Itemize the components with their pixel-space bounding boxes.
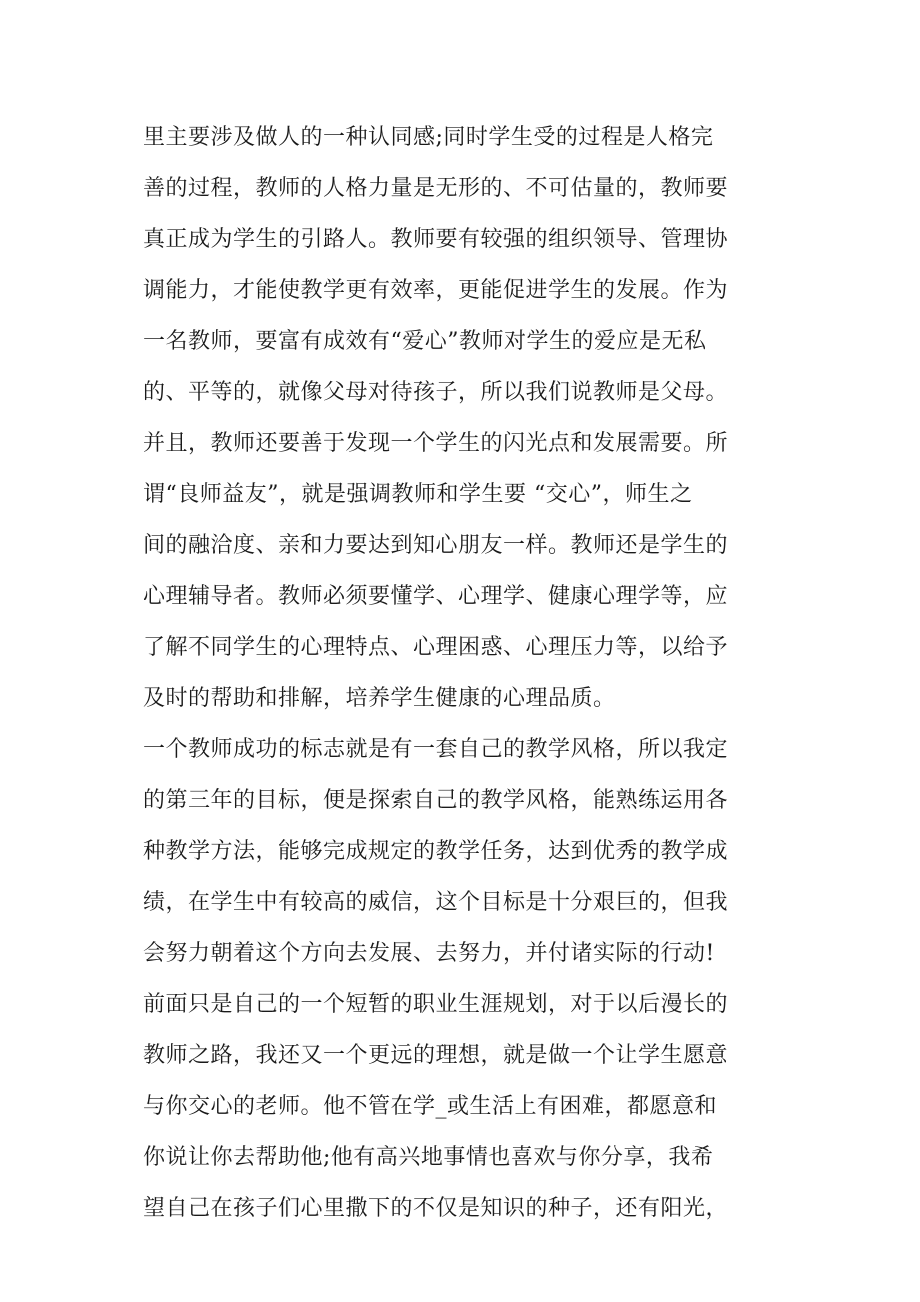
text-line: 教师之路，我还又一个更远的理想，就是做一个让学生愿意 (143, 1043, 729, 1068)
text-line: 种教学方法，能够完成规定的教学任务，达到优秀的教学成 (143, 839, 729, 864)
text-line: 前面只是自己的一个短暂的职业生涯规划，对于以后漫长的 (143, 992, 729, 1017)
text-line: 你说让你去帮助他;他有高兴地事情也喜欢与你分享，我希 (143, 1145, 714, 1170)
text-line: 及时的帮助和排解，培养学生健康的心理品质。 (143, 686, 616, 711)
body-text (143, 112, 803, 1234)
text-line: 的、平等的，就像父母对待孩子，所以我们说教师是父母。 (143, 380, 729, 405)
text-line: 了解不同学生的心理特点、心理困惑、心理压力等，以给予 (143, 635, 729, 660)
text-line: 心理辅导者。教师必须要懂学、心理学、健康心理学等，应 (143, 584, 729, 609)
text-line: 善的过程，教师的人格力量是无形的、不可估量的，教师要 (143, 176, 729, 201)
text-line: 会努力朝着这个方向去发展、去努力，并付诸实际的行动! (143, 941, 715, 966)
text-line: 间的融洽度、亲和力要达到知心朋友一样。教师还是学生的 (143, 533, 729, 558)
text-line: 望自己在孩子们心里撒下的不仅是知识的种子，还有阳光， (143, 1196, 729, 1221)
text-line: 谓“良师益友”，就是强调教师和学生要 “交心”，师生之 (143, 482, 693, 507)
text-line: 里主要涉及做人的一种认同感;同时学生受的过程是人格完 (143, 125, 714, 150)
text-line: 真正成为学生的引路人。教师要有较强的组织领导、管理协 (143, 227, 729, 252)
text-line: 并且，教师还要善于发现一个学生的闪光点和发展需要。所 (143, 431, 729, 456)
text-line: 调能力，才能使教学更有效率，更能促进学生的发展。作为 (143, 278, 729, 303)
text-line: 与你交心的老师。他不管在学_或生活上有困难，都愿意和 (143, 1094, 718, 1119)
text-line: 绩，在学生中有较高的威信，这个目标是十分艰巨的，但我 (143, 890, 729, 915)
text-line: 的第三年的目标，便是探索自己的教学风格，能熟练运用各 (143, 788, 729, 813)
text-line: 一名教师，要富有成效有“爱心”教师对学生的爱应是无私 (143, 329, 707, 354)
text-line: 一个教师成功的标志就是有一套自己的教学风格，所以我定 (143, 737, 729, 762)
